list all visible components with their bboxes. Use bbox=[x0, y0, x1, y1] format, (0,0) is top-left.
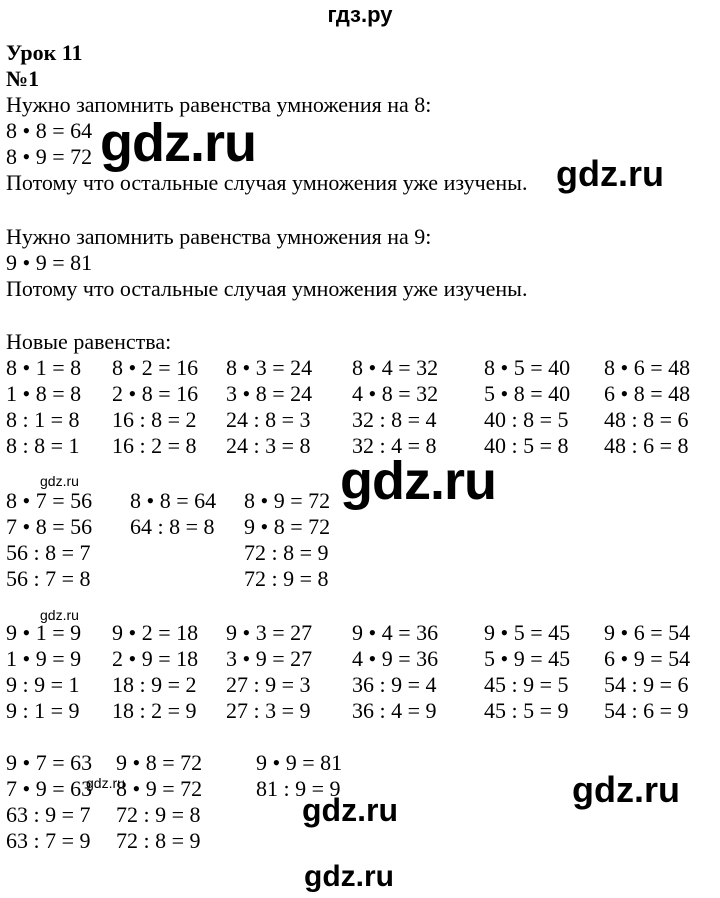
equality: 18 : 9 = 2 bbox=[112, 672, 197, 697]
equality: 81 : 9 = 9 bbox=[256, 776, 341, 801]
equality: 56 : 7 = 8 bbox=[6, 566, 91, 591]
section8-eq1: 8 • 8 = 64 bbox=[6, 118, 93, 143]
equality: 45 : 9 = 5 bbox=[484, 672, 569, 697]
equality: 8 • 7 = 56 bbox=[6, 488, 93, 513]
equality: 8 • 2 = 16 bbox=[112, 355, 199, 380]
watermark-gdz: gdz.ru bbox=[556, 153, 664, 194]
equality: 2 • 8 = 16 bbox=[112, 381, 199, 406]
watermark-gdz-small: gdz.ru bbox=[86, 775, 125, 791]
equality: 3 • 8 = 24 bbox=[226, 381, 313, 406]
equality: 8 : 8 = 1 bbox=[6, 433, 80, 458]
new-equalities-label: Новые равенства: bbox=[6, 329, 172, 354]
equality: 8 • 8 = 64 bbox=[130, 488, 217, 513]
equality: 9 • 6 = 54 bbox=[604, 620, 691, 645]
equality: 45 : 5 = 9 bbox=[484, 698, 569, 723]
equality: 9 • 5 = 45 bbox=[484, 620, 571, 645]
section8-intro: Нужно запомнить равенства умножения на 8: bbox=[6, 92, 432, 117]
section9-eq1: 9 • 9 = 81 bbox=[6, 250, 93, 275]
equality: 72 : 9 = 8 bbox=[244, 566, 329, 591]
equality: 27 : 3 = 9 bbox=[226, 698, 311, 723]
section8-eq2: 8 • 9 = 72 bbox=[6, 144, 93, 169]
equality: 8 • 4 = 32 bbox=[352, 355, 439, 380]
task-number: №1 bbox=[6, 66, 40, 91]
equality: 4 • 8 = 32 bbox=[352, 381, 439, 406]
watermark-gdz-small: gdz.ru bbox=[40, 473, 79, 489]
equality: 32 : 4 = 8 bbox=[352, 433, 437, 458]
equality: 36 : 9 = 4 bbox=[352, 672, 437, 697]
watermark-gdz: gdz.ru bbox=[100, 113, 256, 173]
equality: 3 • 9 = 27 bbox=[226, 646, 313, 671]
equality: 16 : 8 = 2 bbox=[112, 407, 197, 432]
equality: 27 : 9 = 3 bbox=[226, 672, 311, 697]
equality: 24 : 3 = 8 bbox=[226, 433, 311, 458]
equality: 9 • 2 = 18 bbox=[112, 620, 199, 645]
equality: 56 : 8 = 7 bbox=[6, 540, 91, 565]
equality: 7 • 8 = 56 bbox=[6, 514, 93, 539]
equality: 8 : 1 = 8 bbox=[6, 407, 80, 432]
equality: 36 : 4 = 9 bbox=[352, 698, 437, 723]
equality: 8 • 9 = 72 bbox=[244, 488, 331, 513]
equality: 54 : 6 = 9 bbox=[604, 698, 689, 723]
equality: 32 : 8 = 4 bbox=[352, 407, 437, 432]
equality: 5 • 9 = 45 bbox=[484, 646, 571, 671]
equality: 6 • 9 = 54 bbox=[604, 646, 691, 671]
watermark-gdz: gdz.ru bbox=[304, 860, 394, 893]
section8-reason: Потому что остальные случая умножения уже изучены. bbox=[6, 170, 528, 195]
watermark-gdz: gdz.ru bbox=[572, 769, 680, 810]
equality: 1 • 8 = 8 bbox=[6, 381, 82, 406]
equality: 9 : 9 = 1 bbox=[6, 672, 80, 697]
equality: 8 • 6 = 48 bbox=[604, 355, 691, 380]
equality: 72 : 8 = 9 bbox=[244, 540, 329, 565]
equality: 9 • 3 = 27 bbox=[226, 620, 313, 645]
equality: 2 • 9 = 18 bbox=[112, 646, 199, 671]
section9-intro: Нужно запомнить равенства умножения на 9: bbox=[6, 224, 432, 249]
equality: 9 • 8 = 72 bbox=[116, 750, 203, 775]
equality: 64 : 8 = 8 bbox=[130, 514, 215, 539]
equality: 54 : 9 = 6 bbox=[604, 672, 689, 697]
equality: 8 • 1 = 8 bbox=[6, 355, 82, 380]
equality: 63 : 7 = 9 bbox=[6, 828, 91, 853]
equality: 40 : 8 = 5 bbox=[484, 407, 569, 432]
equality: 18 : 2 = 9 bbox=[112, 698, 197, 723]
equality: 48 : 8 = 6 bbox=[604, 407, 689, 432]
lesson-title: Урок 11 bbox=[6, 40, 83, 65]
equality: 9 • 8 = 72 bbox=[244, 514, 331, 539]
equality: 63 : 9 = 7 bbox=[6, 802, 91, 827]
equality: 8 • 9 = 72 bbox=[116, 776, 203, 801]
equality: 16 : 2 = 8 bbox=[112, 433, 197, 458]
equality: 9 • 1 = 9 bbox=[6, 620, 82, 645]
equality: 7 • 9 = 63 bbox=[6, 776, 93, 801]
equality: 5 • 8 = 40 bbox=[484, 381, 571, 406]
equality: 9 : 1 = 9 bbox=[6, 698, 80, 723]
equality: 48 : 6 = 8 bbox=[604, 433, 689, 458]
equality: 24 : 8 = 3 bbox=[226, 407, 311, 432]
equality: 72 : 9 = 8 bbox=[116, 802, 201, 827]
watermark-gdz: gdz.ru bbox=[302, 792, 398, 828]
equality: 8 • 5 = 40 bbox=[484, 355, 571, 380]
equality: 8 • 3 = 24 bbox=[226, 355, 313, 380]
equality: 9 • 9 = 81 bbox=[256, 750, 343, 775]
equality: 1 • 9 = 9 bbox=[6, 646, 82, 671]
watermark-gdz: gdz.ru bbox=[340, 451, 496, 511]
watermark-gdz-small: gdz.ru bbox=[40, 607, 79, 623]
section9-reason: Потому что остальные случая умножения уже изучены. bbox=[6, 276, 528, 301]
equality: 9 • 7 = 63 bbox=[6, 750, 93, 775]
equality: 6 • 8 = 48 bbox=[604, 381, 691, 406]
equality: 40 : 5 = 8 bbox=[484, 433, 569, 458]
site-header: гдз.ру bbox=[327, 2, 393, 27]
equality: 4 • 9 = 36 bbox=[352, 646, 439, 671]
equality: 9 • 4 = 36 bbox=[352, 620, 439, 645]
equality: 72 : 8 = 9 bbox=[116, 828, 201, 853]
